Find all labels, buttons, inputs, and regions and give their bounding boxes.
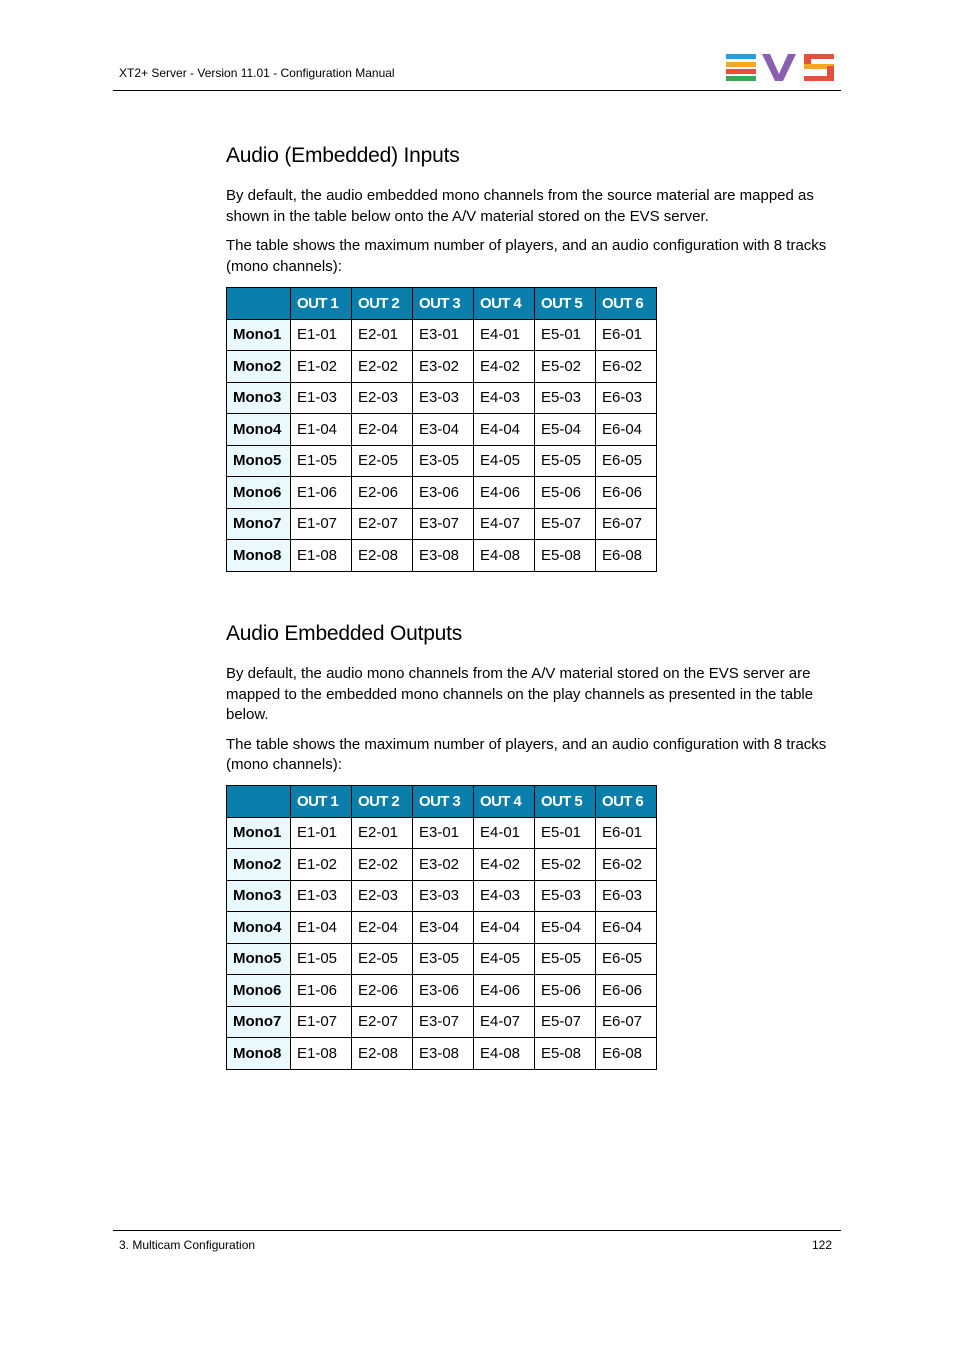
table-cell: E5-07	[535, 508, 596, 540]
table-row	[227, 445, 657, 477]
table-cell: E6-02	[596, 849, 657, 881]
table-cell: E1-05	[291, 943, 352, 975]
header-divider	[113, 90, 841, 91]
row-header: Mono3	[227, 880, 291, 912]
table-cell: E4-04	[474, 912, 535, 944]
table-cell: E2-04	[352, 912, 413, 944]
table-cell: E4-03	[474, 382, 535, 414]
table-cell: E4-01	[474, 817, 535, 849]
table-cell: E1-07	[291, 508, 352, 540]
table-row	[227, 849, 657, 881]
table-cell: E4-06	[474, 975, 535, 1007]
column-header: OUT 4	[474, 288, 535, 320]
logo-e-bar-1	[726, 54, 756, 59]
table-cell: E6-08	[596, 1038, 657, 1070]
column-header: OUT 6	[596, 786, 657, 818]
table-cell: E6-03	[596, 880, 657, 912]
section-title: Audio (Embedded) Inputs	[226, 144, 460, 167]
table-row	[227, 975, 657, 1007]
column-header: OUT 1	[291, 288, 352, 320]
footer-divider	[113, 1230, 841, 1231]
row-header: Mono2	[227, 849, 291, 881]
table-cell: E6-08	[596, 540, 657, 572]
running-header: XT2+ Server - Version 11.01 - Configuration Manual	[119, 66, 395, 80]
table-row	[227, 880, 657, 912]
inputs-mapping-table	[226, 287, 657, 572]
table-cell: E2-05	[352, 445, 413, 477]
table-cell: E2-06	[352, 975, 413, 1007]
column-header: OUT 2	[352, 288, 413, 320]
table-cell: E1-04	[291, 414, 352, 446]
table-cell: E3-04	[413, 912, 474, 944]
column-header: OUT 5	[535, 288, 596, 320]
table-row	[227, 382, 657, 414]
table-cell: E5-04	[535, 912, 596, 944]
table-cell: E5-07	[535, 1006, 596, 1038]
table-header-row	[227, 786, 657, 818]
table-row	[227, 477, 657, 509]
table-cell: E3-07	[413, 508, 474, 540]
row-header: Mono8	[227, 540, 291, 572]
table-row	[227, 912, 657, 944]
table-cell: E1-05	[291, 445, 352, 477]
table-cell: E5-08	[535, 540, 596, 572]
table-row	[227, 351, 657, 383]
row-header: Mono6	[227, 477, 291, 509]
table-cell: E6-05	[596, 445, 657, 477]
row-header: Mono5	[227, 445, 291, 477]
table-cell: E5-02	[535, 351, 596, 383]
logo-e-bar-2	[726, 62, 756, 67]
table-cell: E5-04	[535, 414, 596, 446]
table-cell: E4-02	[474, 351, 535, 383]
table-cell: E3-06	[413, 975, 474, 1007]
table-cell: E3-04	[413, 414, 474, 446]
table-row	[227, 943, 657, 975]
logo-v-shape	[762, 54, 796, 81]
table-cell: E5-06	[535, 477, 596, 509]
table-cell: E1-01	[291, 817, 352, 849]
logo-e-bar-4	[726, 76, 756, 81]
table-cell: E1-08	[291, 540, 352, 572]
page-number: 122	[812, 1238, 833, 1252]
column-header: OUT 1	[291, 786, 352, 818]
table-cell: E2-01	[352, 817, 413, 849]
logo-e-bar-3	[726, 69, 756, 74]
table-cell: E5-05	[535, 943, 596, 975]
table-cell: E6-04	[596, 414, 657, 446]
table-cell: E2-01	[352, 319, 413, 351]
table-cell: E3-05	[413, 445, 474, 477]
table-cell: E2-03	[352, 382, 413, 414]
row-header: Mono6	[227, 975, 291, 1007]
table-row	[227, 540, 657, 572]
logo-s-bottom	[804, 76, 834, 81]
table-cell: E2-07	[352, 1006, 413, 1038]
table-cell: E3-08	[413, 1038, 474, 1070]
table-cell: E4-08	[474, 1038, 535, 1070]
table-cell: E2-02	[352, 849, 413, 881]
table-cell: E3-02	[413, 849, 474, 881]
table-cell: E6-03	[596, 382, 657, 414]
table-cell: E2-06	[352, 477, 413, 509]
table-cell: E6-07	[596, 508, 657, 540]
table-cell: E3-02	[413, 351, 474, 383]
row-header: Mono1	[227, 319, 291, 351]
row-header: Mono7	[227, 508, 291, 540]
table-cell: E2-03	[352, 880, 413, 912]
table-cell: E3-07	[413, 1006, 474, 1038]
table-cell: E5-02	[535, 849, 596, 881]
table-cell: E2-08	[352, 540, 413, 572]
table-cell: E2-02	[352, 351, 413, 383]
table-cell: E5-05	[535, 445, 596, 477]
table-cell: E4-05	[474, 943, 535, 975]
outputs-mapping-table	[226, 785, 657, 1070]
table-row	[227, 1006, 657, 1038]
table-cell: E4-04	[474, 414, 535, 446]
table-cell: E6-01	[596, 319, 657, 351]
table-cell: E5-01	[535, 319, 596, 351]
table-cell: E6-04	[596, 912, 657, 944]
table-cell: E1-02	[291, 849, 352, 881]
table-cell: E5-06	[535, 975, 596, 1007]
paragraph: The table shows the maximum number of players, and an audio configuration with 8 tracks (mono channels):	[226, 237, 827, 275]
table-cell: E6-06	[596, 975, 657, 1007]
table-cell: E4-08	[474, 540, 535, 572]
table-cell: E4-03	[474, 880, 535, 912]
table-cell: E1-08	[291, 1038, 352, 1070]
column-header: OUT 2	[352, 786, 413, 818]
table-cell: E4-01	[474, 319, 535, 351]
table-cell: E1-07	[291, 1006, 352, 1038]
table-row	[227, 508, 657, 540]
table-cell: E3-05	[413, 943, 474, 975]
table-cell: E6-02	[596, 351, 657, 383]
table-cell: E1-06	[291, 975, 352, 1007]
table-cell: E3-01	[413, 817, 474, 849]
table-cell: E4-07	[474, 508, 535, 540]
row-header: Mono3	[227, 382, 291, 414]
table-row	[227, 414, 657, 446]
row-header: Mono4	[227, 912, 291, 944]
table-row	[227, 1038, 657, 1070]
row-header: Mono2	[227, 351, 291, 383]
section-audio-embedded-inputs	[226, 144, 831, 277]
footer-chapter: 3. Multicam Configuration	[119, 1238, 256, 1252]
column-header: OUT 4	[474, 786, 535, 818]
table-cell: E3-01	[413, 319, 474, 351]
table-row	[227, 817, 657, 849]
evs-logo	[726, 54, 834, 82]
table-cell: E6-01	[596, 817, 657, 849]
table-cell: E2-04	[352, 414, 413, 446]
table-cell: E1-01	[291, 319, 352, 351]
row-header: Mono7	[227, 1006, 291, 1038]
row-header: Mono1	[227, 817, 291, 849]
paragraph: The table shows the maximum number of players, and an audio configuration with 8 tracks (mono channels):	[226, 735, 827, 773]
table-cell: E6-07	[596, 1006, 657, 1038]
table-cell: E3-08	[413, 540, 474, 572]
row-header: Mono5	[227, 943, 291, 975]
table-cell: E3-06	[413, 477, 474, 509]
column-header: OUT 6	[596, 288, 657, 320]
table-cell: E6-05	[596, 943, 657, 975]
table-cell: E4-05	[474, 445, 535, 477]
table-cell: E3-03	[413, 382, 474, 414]
table-cell: E1-06	[291, 477, 352, 509]
table-cell: E4-02	[474, 849, 535, 881]
table-cell: E1-04	[291, 912, 352, 944]
table-cell: E5-03	[535, 880, 596, 912]
table-cell: E2-08	[352, 1038, 413, 1070]
table-cell: E3-03	[413, 880, 474, 912]
table-cell: E6-06	[596, 477, 657, 509]
table-cell: E1-03	[291, 880, 352, 912]
section-audio-embedded-outputs	[226, 622, 831, 776]
table-cell: E4-07	[474, 1006, 535, 1038]
table-header-row	[227, 288, 657, 320]
paragraph: By default, the audio embedded mono channels from the source material are mapped as shown in the table below onto the A/V material stored on the EVS server.	[226, 187, 814, 225]
row-header: Mono8	[227, 1038, 291, 1070]
table-cell: E2-07	[352, 508, 413, 540]
table-cell: E1-02	[291, 351, 352, 383]
table-row	[227, 319, 657, 351]
section-title: Audio Embedded Outputs	[226, 622, 463, 645]
column-header: OUT 5	[535, 786, 596, 818]
table-corner-cell	[227, 288, 291, 320]
column-header: OUT 3	[413, 786, 474, 818]
table-cell: E5-03	[535, 382, 596, 414]
table-cell: E5-01	[535, 817, 596, 849]
table-corner-cell	[227, 786, 291, 818]
table-cell: E2-05	[352, 943, 413, 975]
table-cell: E1-03	[291, 382, 352, 414]
column-header: OUT 3	[413, 288, 474, 320]
row-header: Mono4	[227, 414, 291, 446]
paragraph: By default, the audio mono channels from the A/V material stored on the EVS server are mapped to the embedded mono channels on the play channels as presented in the table below.	[226, 665, 814, 723]
table-cell: E4-06	[474, 477, 535, 509]
table-cell: E5-08	[535, 1038, 596, 1070]
